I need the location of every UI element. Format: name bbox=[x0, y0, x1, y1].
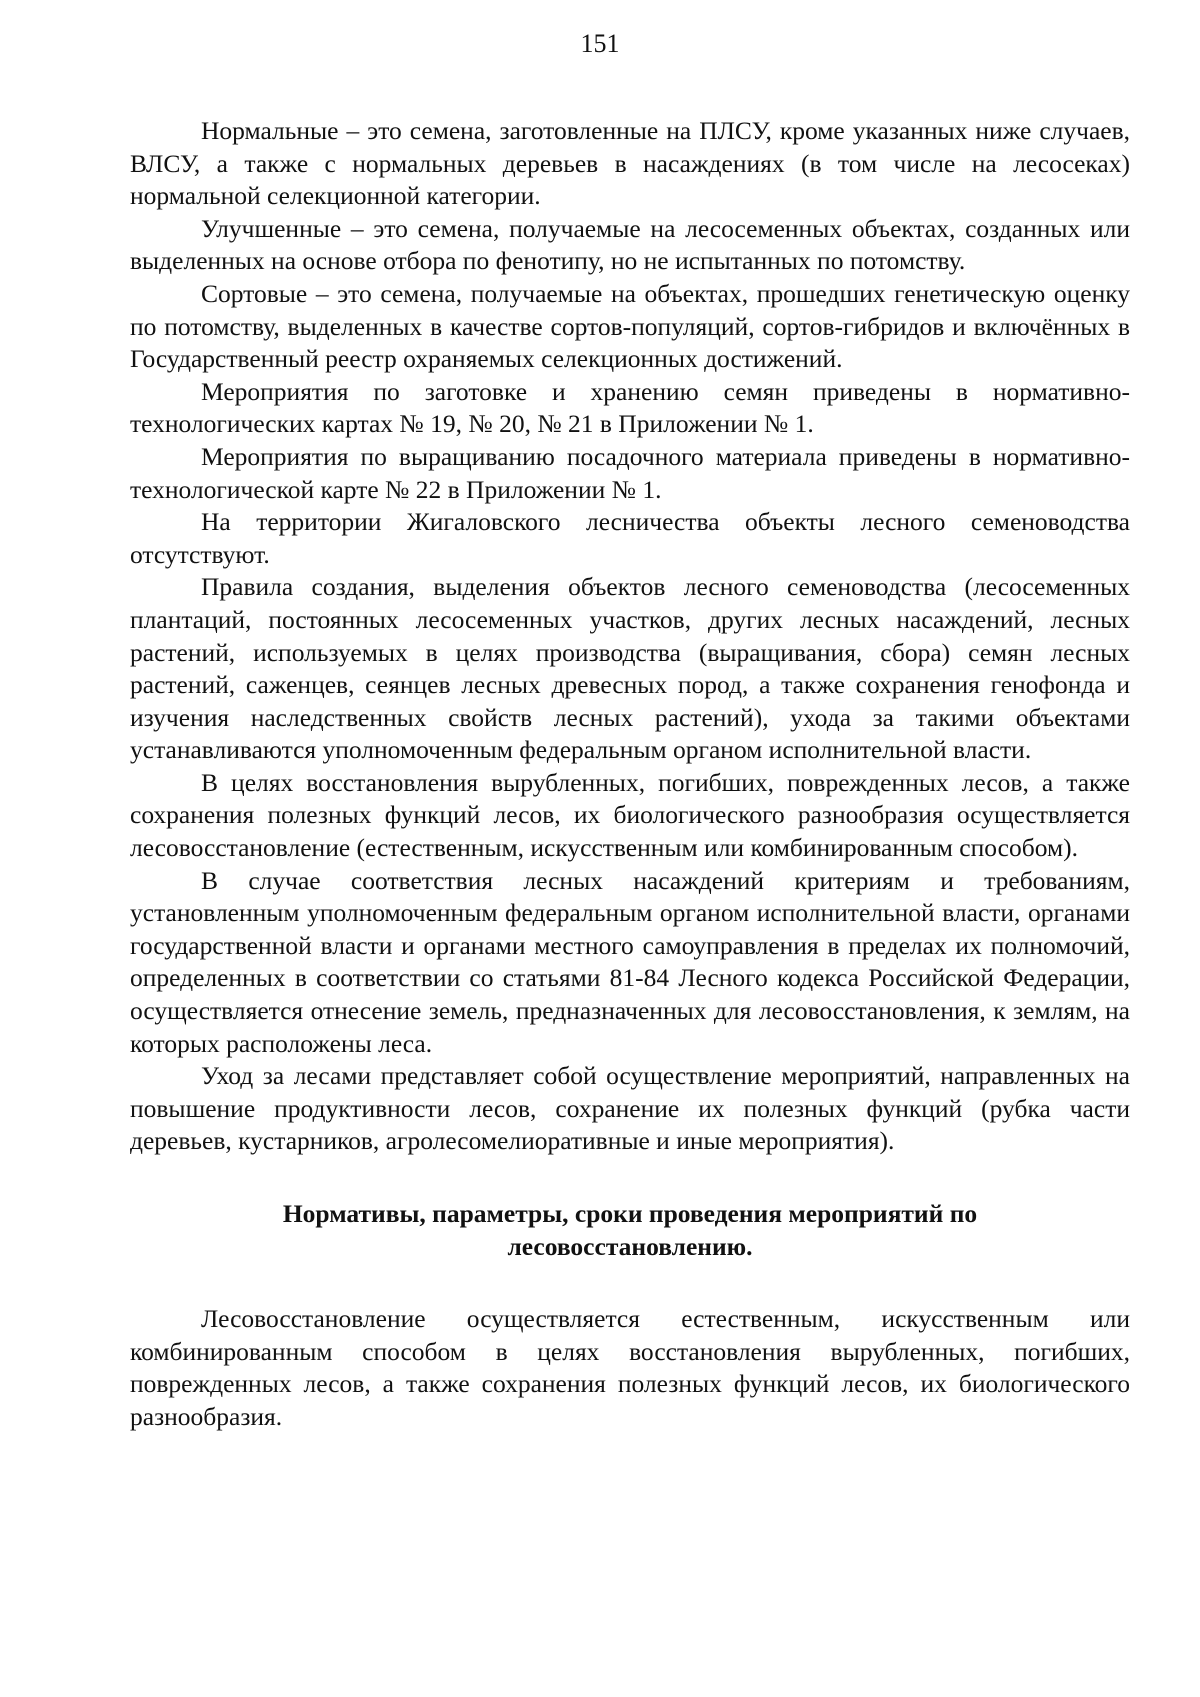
page-number: 151 bbox=[580, 29, 620, 58]
paragraph-varietal-seeds: Сортовые – это семена, получаемые на объектах, прошедших генетическую оценку по потомству, выделенных в качестве сортов-популяций, сортов-гибридов и включённых в Государственный реестр охраняемых селекционных достижений. bbox=[130, 278, 1130, 374]
paragraph-planting-material-measures: Мероприятия по выращиванию посадочного материала приведены в нормативно-технологической карте № 22 в Приложении № 1. bbox=[130, 441, 1130, 504]
paragraph-forest-care: Уход за лесами представляет собой осуществление мероприятий, направленных на повышение продуктивности лесов, сохранение их полезных функций (рубка части деревьев, кустарников, агролесомелиоративные и иные мероприятия). bbox=[130, 1061, 1130, 1156]
paragraph-reforestation-purpose: В целях восстановления вырубленных, погибших, поврежденных лесов, а также сохранения полезных функций лесов, их биологического разнообразия осуществляется лесовосстановление (естественным, искусственным или комбинированным способом). bbox=[130, 767, 1130, 863]
paragraph-reforestation-methods: Лесовосстановление осуществляется естественным, искусственным или комбинированным способом в целях восстановления вырубленных, погибших, поврежденных лесов, а также сохранения полезных функций лесов, их биологического разнообразия. bbox=[130, 1304, 1130, 1431]
document-body bbox=[130, 115, 1130, 1434]
section-heading: Нормативы, параметры, сроки проведения мероприятий по лесовосстановлению. bbox=[282, 1199, 978, 1261]
paragraph-land-classification: В случае соответствия лесных насаждений критериям и требованиям, установленным уполномоченным федеральным органом исполнительной власти, органами государственной власти и органами местного самоуправления в пределах их полномочий, определенных в соответствии со статьями 81-84 Лесного кодекса Российской Федерации, осуществляется отнесение земель, предназначенных для лесовосстановления, к землям, на которых расположены леса. bbox=[130, 865, 1130, 1058]
paragraph-seed-harvesting-measures: Мероприятия по заготовке и хранению семян приведены в нормативно-технологических картах № 19, № 20, № 21 в Приложении № 1. bbox=[130, 376, 1130, 439]
paragraph-improved-seeds: Улучшенные – это семена, получаемые на лесосеменных объектах, созданных или выделенных на основе отбора по фенотипу, но не испытанных по потомству. bbox=[130, 213, 1130, 276]
paragraph-normal-seeds: Нормальные – это семена, заготовленные на ПЛСУ, кроме указанных ниже случаев, ВЛСУ, а также с нормальных деревьев в насаждениях (в том числе на лесосеках) нормальной селекционной категории. bbox=[130, 116, 1130, 211]
paragraph-seed-object-rules: Правила создания, выделения объектов лесного семеноводства (лесосеменных плантаций, постоянных лесосеменных участков, других лесных насаждений, лесных растений, используемых в целях производства (выращивания, сбора) семян лесных растений, саженцев, сеянцев лесных древесных пород, а также сохранения генофонда и изучения наследственных свойств лесных растений), ухода за такими объектами устанавливаются уполномоченным федеральным органом исполнительной власти. bbox=[130, 572, 1130, 765]
paragraph-seed-objects-absent: На территории Жигаловского лесничества объекты лесного семеноводства отсутствуют. bbox=[130, 507, 1130, 569]
